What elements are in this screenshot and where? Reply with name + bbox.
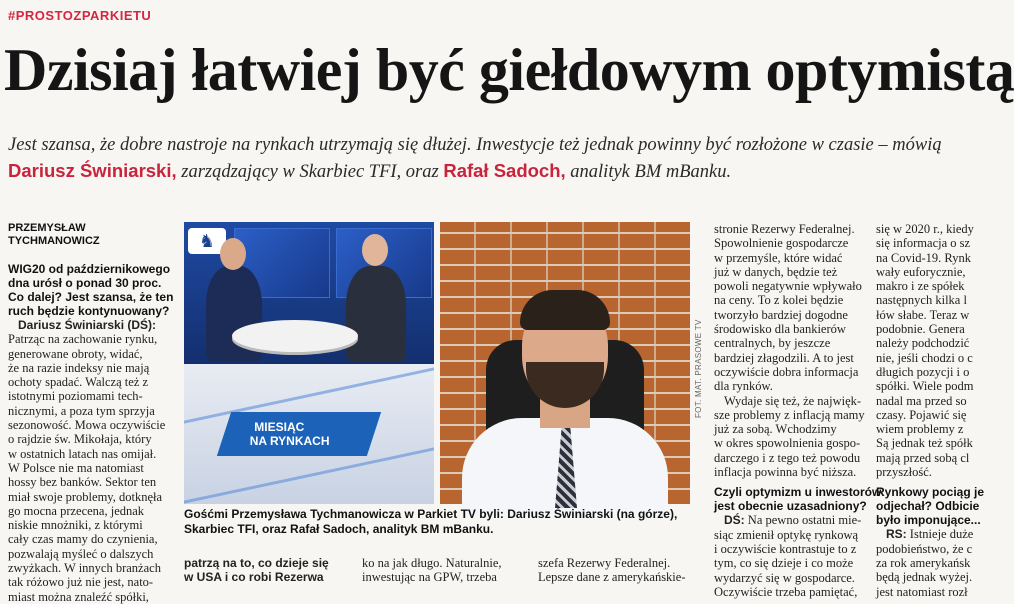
portrait-photo [440, 222, 690, 504]
text-line: niskie mnożniki, z którymi [8, 518, 143, 533]
guest-head [362, 234, 388, 266]
text-line: za rok amerykańsk [876, 555, 971, 570]
text-line: następnych kilka l [876, 293, 967, 308]
text-line: oczywiście dobra informacja [714, 364, 859, 379]
text-line [876, 527, 991, 541]
text-line: w USA i co robi Rezerwa [184, 570, 324, 584]
text-line: darczego i z tego też powodu [714, 450, 861, 465]
tv-show-logo-line1: MIESIĄC [254, 420, 305, 434]
text-fragment: Istnieje duże [906, 527, 974, 542]
column-6-para1 [876, 222, 991, 479]
text-line: go mocna przecena, jednak [8, 503, 145, 518]
text-line: mają przed sobą cl [876, 450, 970, 465]
text-line: Wydaje się też, że najwięk- [724, 393, 862, 408]
column-1-text [8, 332, 176, 604]
lead-name2: Rafał Sadoch, [443, 160, 566, 181]
text-line: inflacja powinna być niższa. [714, 465, 857, 480]
text-line: sezonowość. Mowa oczywiście [8, 418, 166, 433]
bull-bear-logo-icon: ♞ [188, 228, 226, 254]
text-line: będą jednak wyżej. [876, 570, 973, 585]
text-line: Są jednak też spółk [876, 436, 973, 451]
text-fragment: Na pewno ostatni mie- [744, 513, 862, 528]
author-line1: PRZEMYSŁAW [8, 222, 86, 234]
text-line: już za sobą. Wchodzimy [714, 422, 837, 437]
text-line: wiem problemy z [876, 422, 964, 437]
photo-block [184, 222, 704, 504]
article-column-5 [714, 222, 884, 599]
column-2-text [184, 556, 356, 584]
interview-question-3: Rynkowy pociąg je odjechał? Odbicie było imponujące... [876, 485, 985, 528]
text-line: wały euforycznie, [876, 264, 966, 279]
column-5-para3 [714, 513, 884, 599]
article-column-3 [362, 556, 532, 591]
text-line: ko na jak długo. Naturalnie, [362, 556, 502, 570]
guest-figure [346, 266, 406, 362]
kicker: #PROSTOZPARKIETU [8, 8, 152, 23]
lead-part2: zarządzający w Skarbiec TFI, oraz [176, 162, 444, 182]
article-column-4 [538, 556, 708, 591]
photo-caption: Gośćmi Przemysława Tychmanowicza w Parkiet TV byli: Dariusz Świniarski (na górze), Skarbiec TFI, oraz Rafał Sadoch, analityk BM mBanku. [184, 507, 678, 536]
text-line: długich pozycji i o [876, 364, 970, 379]
studio-photo [184, 222, 434, 504]
text-line: generowane obroty, widać, [8, 346, 143, 361]
text-line: na ceny. To z kolei będzie [714, 293, 844, 308]
text-line: istotnymi poziomami tech- [8, 389, 143, 404]
article-column-6 [876, 222, 991, 599]
text-line: miał swoje problemy, dotknęła [8, 489, 163, 504]
tv-show-graphic [184, 364, 434, 504]
speaker-label: RS: [886, 527, 907, 542]
tv-show-logo-line2: NA RYNKACH [249, 434, 330, 448]
host-head [220, 238, 246, 270]
text-line: patrzą na to, co dzieje się [184, 556, 329, 570]
author-line2: TYCHMANOWICZ [8, 235, 100, 247]
lead-part1: Jest szansa, że dobre nastroje na rynkach utrzymają się dłużej. Inwestycje też jednak powinny być rozłożone w czasie – mówią [8, 135, 942, 155]
headline: Dzisiaj łatwiej być giełdowym optymistą [4, 37, 1014, 103]
tv-show-logo [217, 412, 381, 456]
text-line: Patrząc na zachowanie rynku, [8, 332, 158, 347]
column-6-para2 [876, 527, 991, 598]
text-line: środowisko dla bankierów [714, 322, 846, 337]
text-line: Oczywiście trzeba pamiętać, [714, 584, 858, 599]
text-line: tworzyło bardziej dogodne [714, 307, 848, 322]
column-4-text [538, 556, 708, 585]
text-line: W Polsce nie ma natomiast [8, 460, 144, 475]
text-line: pozwalają myśleć o dalszych [8, 546, 154, 561]
lead-paragraph [8, 132, 983, 185]
text-line: czasy. Pojawić się [876, 407, 967, 422]
interview-question: WIG20 od październikowego dna urósł o ponad 30 proc. Co dalej? Jest szansa, że ten ruch będzie kontynuowany? [8, 262, 174, 318]
text-line: centralnych, by jeszcze [714, 336, 831, 351]
text-line: stronie Rezerwy Federalnej. [714, 222, 855, 236]
text-line: nicznymi, a poza tym sprzyja [8, 403, 155, 418]
studio-scene [184, 222, 434, 364]
author-byline [8, 222, 176, 248]
text-line: nie, jeśli chodzi o c [876, 350, 973, 365]
text-line: jest natomiast rozł [876, 584, 968, 599]
text-line: szefa Rezerwy Federalnej. [538, 556, 671, 570]
text-line: na Covid-19. Rynk [876, 250, 971, 265]
text-line: dla rynków. [714, 379, 773, 394]
text-line: Spowolnienie gospodarcze [714, 236, 849, 251]
text-line: hossy bez banków. Sektor ten [8, 475, 157, 490]
text-line: siąc zmienił optykę rynkową [714, 527, 859, 542]
text-line: tak różowo już nie jest, nato- [8, 575, 154, 590]
text-line: cały czas mamy do czynienia, [8, 532, 158, 547]
text-line: inwestując na GPW, trzeba [362, 570, 497, 585]
speaker-label: Dariusz Świniarski (DŚ): [18, 318, 157, 332]
text-line: sze problemy z inflacją mamy [714, 407, 865, 422]
lead-part3: analityk BM mBanku. [565, 162, 732, 182]
text-line: w przemyśle, które widać [714, 250, 843, 265]
text-line: przyszłość. [876, 465, 932, 480]
text-line: ochoty spadać. Walczą też z [8, 375, 149, 390]
text-line: się informacja o sz [876, 236, 971, 251]
text-line: zwyżkach. W innych branżach [8, 561, 161, 576]
text-line: i oczywiście kontrastuje to z [714, 541, 857, 556]
text-line: w okres spowolnienia gospo- [714, 436, 861, 451]
article-column-2 [184, 556, 356, 591]
hair [520, 290, 610, 330]
column-5-para2 [714, 394, 884, 480]
text-line [714, 513, 884, 527]
text-line: makro i ze spółek [876, 279, 965, 294]
article-column-1 [8, 222, 176, 604]
text-line: miast można znaleźć spółki, [8, 589, 149, 604]
column-3-text [362, 556, 532, 585]
photo-credit: FOT. MAT. PRASOWE TV [694, 319, 703, 418]
text-line: że na razie indeksy nie mają [8, 360, 150, 375]
text-line: tym, co się dzieje i co może [714, 556, 854, 571]
text-line: łów słabe. Teraz w [876, 307, 970, 322]
column-5-para1 [714, 222, 884, 394]
text-line: w ostatnich latach nas omijał. [8, 446, 157, 461]
text-line: nadal ma przed so [876, 393, 967, 408]
text-line: wydarzyć się w gospodarce. [714, 570, 855, 585]
speaker-label: DŚ: [724, 513, 745, 528]
text-line: bardziej złagodzili. A to jest [714, 350, 854, 365]
text-line: należy podchodzić [876, 336, 970, 351]
lead-name1: Dariusz Świniarski, [8, 160, 177, 181]
studio-table [232, 320, 358, 352]
text-line: już w danych, będzie też [714, 264, 838, 279]
text-line: o rajdzie św. Mikołaja, który [8, 432, 152, 447]
text-line: spółki. Wiele podm [876, 379, 974, 394]
text-line: Lepsze dane z amerykańskie- [538, 570, 686, 585]
text-line: podobieństwo, że c [876, 541, 973, 556]
text-line: się w 2020 r., kiedy [876, 222, 974, 236]
interview-question-2: Czyli optymizm u inwestorów jest obecnie uzasadniony? [714, 485, 882, 514]
text-line: podobnie. Genera [876, 322, 965, 337]
text-line: powoli negatywnie wpływało [714, 279, 862, 294]
